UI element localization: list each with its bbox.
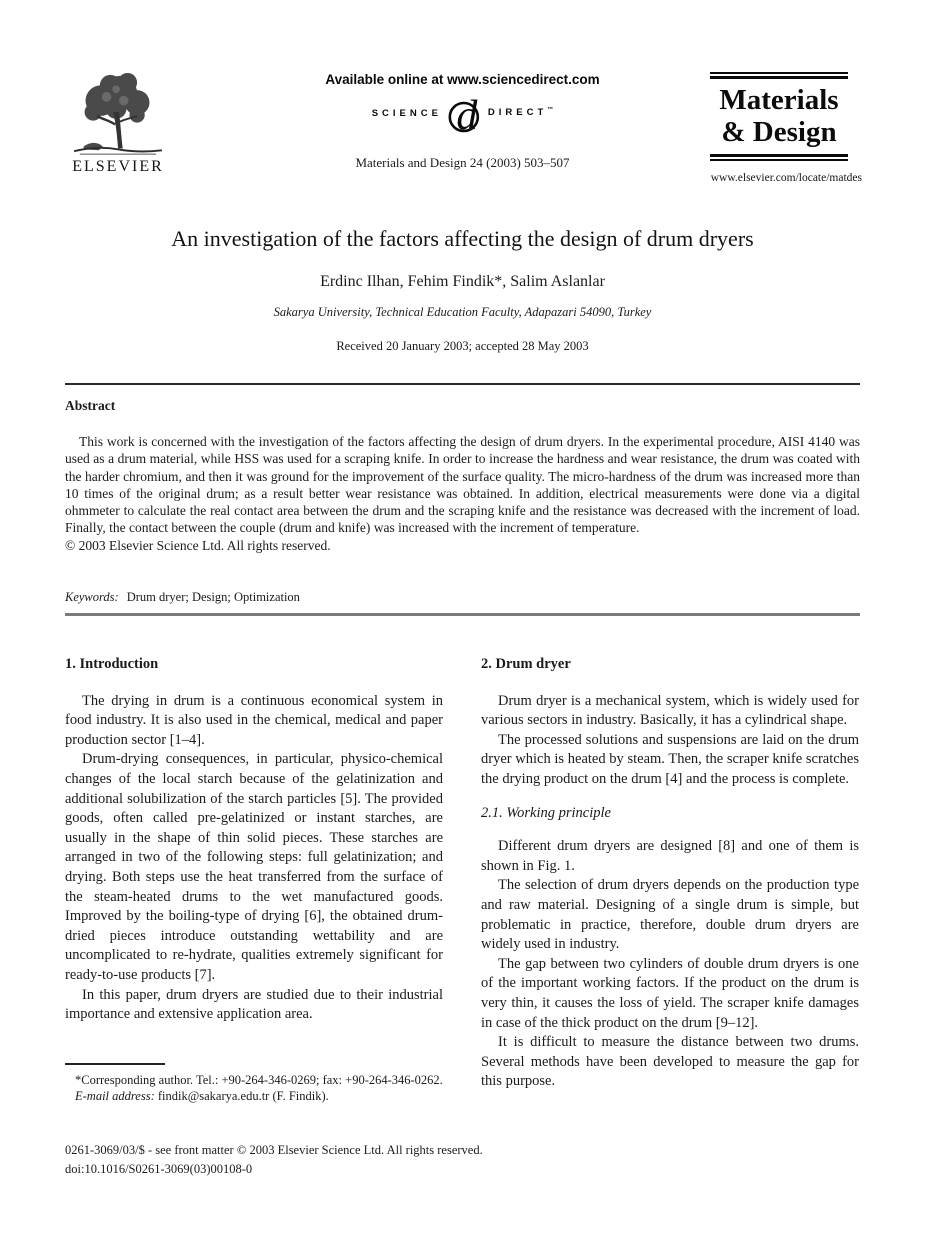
divider-above-abstract [65, 383, 860, 385]
journal-name-line2: & Design [721, 116, 837, 148]
paragraph: The drying in drum is a continuous economical system in food industry. It is also used in the chemical, medical and paper production sector [1–4]. [65, 692, 443, 748]
available-online-text: Available online at www.sciencedirect.com [325, 72, 600, 87]
keywords-value: Drum dryer; Design; Optimization [126, 590, 300, 604]
sciencedirect-logo [325, 89, 599, 137]
paragraph: The processed solutions and suspensions are laid on the drum dryer which is heated by steam. Then, the scraper knife scratches the drying product on the drum [4] and the process is complete. [481, 731, 859, 787]
page-title: An investigation of the factors affecting the design of drum dryers [171, 226, 754, 251]
affiliation-line: Sakarya University, Technical Education Faculty, Adapazari 54090, Turkey [273, 305, 652, 319]
sciencedirect-d-icon [442, 89, 488, 137]
materials-design-logo [710, 72, 848, 161]
journal-citation: Materials and Design 24 (2003) 503–507 [355, 155, 570, 170]
journal-name-line1: Materials [719, 84, 839, 116]
paragraph: The selection of drum dryers depends on the production type and raw material. Designing of a single drum is simple, but problematic in practice, therefore, double drum dryers are widely used in industry. [481, 877, 859, 953]
email-label: E-mail address: [75, 1089, 155, 1103]
paragraph: The gap between two cylinders of double drum dryers is one of the important working factors. If the product on the drum is very thin, it causes the loss of yield. The scraper knife damages in case of the thick product on the drum [9–12]. [481, 955, 859, 1031]
paragraph: Drum-drying consequences, in particular, physico-chemical changes of the local starch because of the gelatinization and additional solubilization of the starch particles [5]. The provided goods, often called pre-gelatinized or instant starches, are usually in the shape of thin solid pieces. These starches are arranged in two of the following steps: full gelatinization; and drying. Both steps use the heat transferred from the surface of the steam-heated drums to the wet manufactured goods. Improved by the boiling-type of drying [6], the obtained drum-dried pieces introduce outstanding wettability and are uncomplicated to re-hydrate, qualities extremely significant for ready-to-use products [7]. [65, 751, 443, 983]
abstract-heading: Abstract [65, 398, 116, 413]
email-address: findik@sakarya.edu.tr (F. Findik). [157, 1089, 329, 1103]
elsevier-wordmark: ELSEVIER [72, 158, 164, 175]
footnote-rule [65, 1063, 165, 1065]
paragraph: Different drum dryers are designed [8] and one of them is shown in Fig. 1. [481, 838, 859, 874]
section-2-heading: 2. Drum dryer [481, 656, 571, 672]
authors-line: Erdinc Ilhan, Fehim Findik*, Salim Aslanlar [320, 273, 605, 290]
keywords-label: Keywords: [65, 590, 119, 604]
abstract-section [65, 433, 860, 554]
body-columns [65, 648, 860, 1092]
paragraph: In this paper, drum dryers are studied due to their industrial importance and extensive application area. [65, 986, 443, 1023]
journal-url: www.elsevier.com/locate/matdes [710, 172, 862, 184]
doi-line: doi:10.1016/S0261-3069(03)00108-0 [65, 1161, 253, 1176]
elsevier-tree-icon [70, 72, 166, 156]
received-line: Received 20 January 2003; accepted 28 May 2003 [336, 339, 589, 353]
divider-below-keywords [65, 613, 860, 616]
abstract-text: This work is concerned with the investigation of the factors affecting the design of drum dryers. In the experimental procedure, AISI 4140 was used as a drum material, while HSS was used for a scraping knife. In order to increase the hardness and wear resistance, the drum was coated with the harder chromium, and then it was ground for the improvement of the surface quality. The micro-hardness of the drum was increased more than 10 times of the original drum; as a result better wear resistance was obtained. In addition, electrical measurements were done via a digital ohmmeter to calculate the real contact area between the drum and the scraping knife and the resistance was decreased with the increment of load. Finally, the contact between the couple (drum and knife) was increased with the increment of temperature. [65, 434, 860, 536]
right-column [481, 648, 859, 1092]
svg-text:d: d [456, 93, 478, 137]
section-2-1-heading: 2.1. Working principle [481, 804, 611, 821]
sciencedirect-header [325, 72, 599, 137]
corresponding-author-footnote [65, 1063, 447, 1105]
left-column [65, 648, 443, 1092]
page-footer [65, 1141, 483, 1178]
elsevier-logo [60, 72, 176, 176]
section-1-heading: 1. Introduction [65, 656, 159, 672]
paragraph: Drum dryer is a mechanical system, which is widely used for various sectors in industry. Basically, it has a cylindrical shape. [481, 692, 859, 729]
keywords-line [65, 590, 300, 605]
issn-line: 0261-3069/03/$ - see front matter © 2003 Elsevier Science Ltd. All rights reserved. [65, 1143, 483, 1157]
footnote-email [65, 1088, 447, 1105]
logo-rule-top [710, 72, 848, 79]
science-text: SCIENCE [371, 107, 442, 119]
logo-rule-bottom [710, 154, 848, 161]
direct-text: DIRECT™ [487, 107, 554, 119]
trademark-symbol: ™ [547, 107, 554, 114]
footnote-contact: *Corresponding author. Tel.: +90-264-346-0269; fax: +90-264-346-0262. [75, 1072, 443, 1087]
copyright-line: © 2003 Elsevier Science Ltd. All rights reserved. [65, 537, 331, 553]
paragraph: It is difficult to measure the distance between two drums. Several methods have been developed to measure the gap for this purpose. [481, 1034, 859, 1090]
